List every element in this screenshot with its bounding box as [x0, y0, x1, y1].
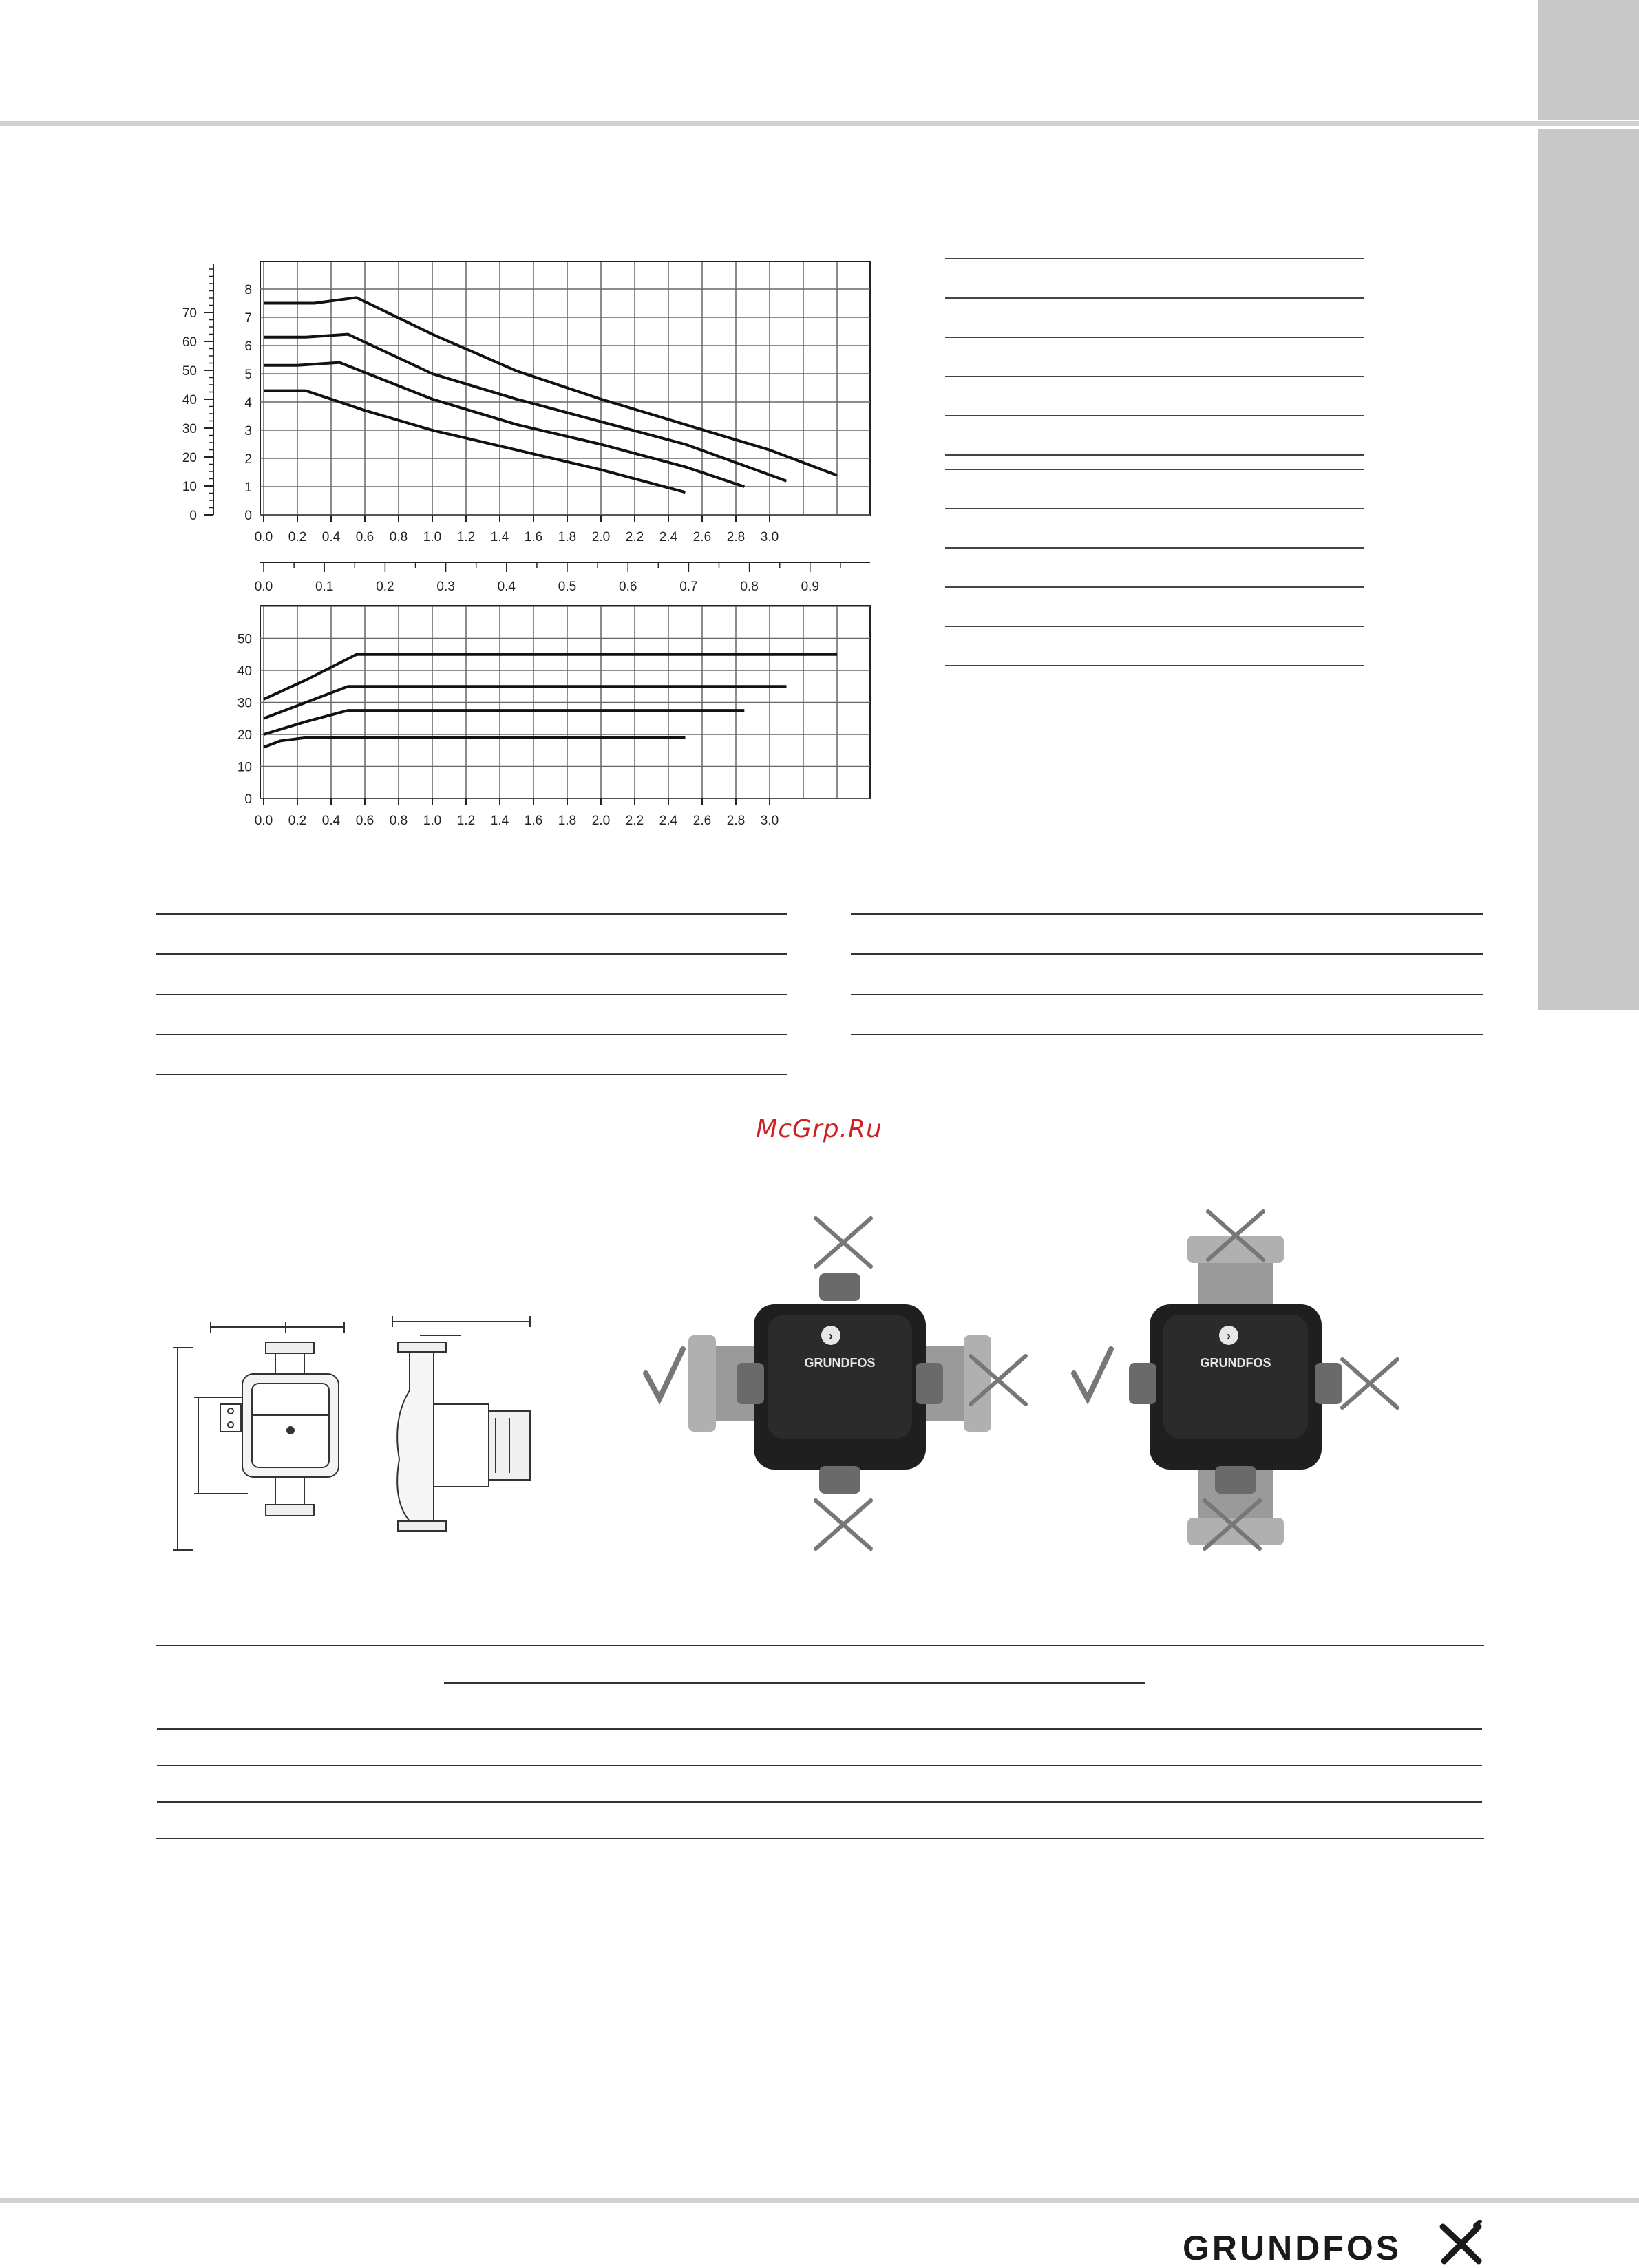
side-tab-section — [1538, 129, 1639, 1010]
table-rule — [851, 953, 1483, 955]
checkmark-icon — [1074, 1349, 1111, 1399]
table-rule — [444, 1682, 1145, 1684]
table-rule — [157, 1801, 1482, 1803]
pump-dimension-side-view — [372, 1308, 551, 1569]
x-tick-label: 0.8 — [389, 530, 408, 544]
pump-brand-label: GRUNDFOS — [1200, 1356, 1271, 1370]
outer-y-tick-label: 50 — [182, 364, 197, 379]
outer-y-tick-label: 0 — [189, 509, 197, 523]
x-tick-label: 3.0 — [760, 530, 779, 544]
table-rule — [945, 626, 1364, 627]
outer-y-tick-label: 40 — [182, 393, 197, 407]
x-tick-label: 1.0 — [423, 814, 442, 828]
series-line-power-1 — [264, 655, 837, 699]
installation-position-vertical — [1060, 1198, 1432, 1569]
table-rule — [851, 1034, 1483, 1035]
x-tick-label: 2.4 — [659, 530, 678, 544]
table-rule — [156, 994, 787, 995]
pump-brand-label: GRUNDFOS — [804, 1356, 876, 1370]
y-tick-label: 40 — [237, 664, 252, 679]
y-tick-label: 7 — [244, 311, 252, 326]
series-line-curve-1 — [264, 297, 837, 475]
table-rule — [851, 913, 1483, 915]
x-tick-label: 0.0 — [254, 530, 273, 544]
y-tick-label: 3 — [244, 424, 252, 438]
outer-y-tick-label: 20 — [182, 451, 197, 465]
series-line-power-4 — [264, 738, 686, 748]
cross-icon — [816, 1218, 871, 1267]
secondary-x-tick-label: 0.7 — [679, 580, 698, 594]
installation-position-horizontal — [633, 1198, 1046, 1569]
x-tick-label: 0.4 — [321, 814, 341, 828]
x-tick-label: 0.4 — [321, 530, 341, 544]
series-line-curve-3 — [264, 363, 744, 487]
table-rule — [945, 337, 1364, 338]
y-tick-label: 2 — [244, 452, 252, 467]
secondary-x-tick-label: 0.4 — [497, 580, 516, 594]
table-rule — [851, 994, 1483, 995]
x-tick-label: 0.0 — [254, 814, 273, 828]
table-rule — [945, 547, 1364, 549]
watermark: McGrp.Ru — [756, 1115, 882, 1143]
outer-y-tick-label: 10 — [182, 480, 197, 494]
y-tick-label: 10 — [237, 760, 252, 775]
table-rule — [156, 1645, 1484, 1646]
table-rule — [945, 665, 1364, 666]
secondary-x-tick-label: 0.6 — [618, 580, 637, 594]
x-tick-label: 2.6 — [692, 530, 712, 544]
y-tick-label: 6 — [244, 339, 252, 354]
x-tick-label: 2.6 — [692, 814, 712, 828]
x-tick-label: 2.0 — [591, 814, 611, 828]
secondary-x-tick-label: 0.2 — [376, 580, 394, 594]
table-rule — [945, 586, 1364, 588]
table-rule — [156, 1074, 787, 1075]
head-flow-chart — [182, 262, 870, 544]
x-tick-label: 1.8 — [558, 530, 577, 544]
x-tick-label: 2.2 — [625, 530, 644, 544]
secondary-x-tick-label: 0.1 — [315, 580, 334, 594]
table-rule — [156, 1034, 787, 1035]
x-tick-label: 0.6 — [355, 530, 374, 544]
connector-top — [819, 1273, 860, 1301]
x-tick-label: 2.2 — [625, 814, 644, 828]
brand-logo-text: GRUNDFOS — [1183, 2229, 1402, 2267]
cross-icon — [816, 1501, 871, 1549]
x-tick-label: 2.8 — [726, 814, 746, 828]
outer-y-tick-label: 70 — [182, 306, 197, 321]
pump-dimension-front-view — [165, 1308, 358, 1569]
series-line-curve-2 — [264, 335, 787, 481]
x-tick-label: 1.4 — [490, 530, 509, 544]
x-tick-label: 0.2 — [288, 814, 307, 828]
side-tab-top — [1538, 0, 1639, 120]
table-rule — [157, 1728, 1482, 1730]
table-rule — [156, 913, 787, 915]
y-tick-label: 0 — [244, 792, 252, 807]
outer-y-tick-label: 30 — [182, 422, 197, 436]
table-rule — [945, 469, 1364, 470]
chevron-right-icon: › — [829, 1329, 833, 1343]
x-tick-label: 2.8 — [726, 530, 746, 544]
x-tick-label: 0.8 — [389, 814, 408, 828]
x-tick-label: 1.4 — [490, 814, 509, 828]
x-tick-label: 1.6 — [524, 814, 543, 828]
y-tick-label: 1 — [244, 480, 252, 495]
x-tick-label: 1.0 — [423, 530, 442, 544]
power-flow-chart — [237, 606, 870, 828]
secondary-x-tick-label: 0.5 — [558, 580, 577, 594]
x-tick-label: 2.0 — [591, 530, 611, 544]
table-rule — [945, 297, 1364, 299]
grundfos-x-icon — [1437, 2220, 1485, 2268]
connector-left — [1129, 1363, 1156, 1404]
connector-right — [1315, 1363, 1342, 1404]
x-tick-label: 0.2 — [288, 530, 307, 544]
y-tick-label: 5 — [244, 368, 252, 382]
table-rule — [156, 953, 787, 955]
series-line-power-3 — [264, 710, 744, 734]
x-tick-label: 1.8 — [558, 814, 577, 828]
footer-divider — [0, 2198, 1639, 2203]
y-tick-label: 20 — [237, 728, 252, 743]
secondary-x-tick-label: 0.8 — [740, 580, 759, 594]
secondary-x-tick-label: 0.3 — [436, 580, 455, 594]
table-rule — [945, 415, 1364, 416]
secondary-x-tick-label: 0.0 — [254, 580, 273, 594]
checkmark-icon — [646, 1349, 683, 1399]
y-tick-label: 50 — [237, 632, 252, 647]
secondary-x-tick-label: 0.9 — [801, 580, 820, 594]
table-rule — [945, 454, 1364, 456]
secondary-flow-axis — [255, 562, 870, 594]
outer-y-tick-label: 60 — [182, 335, 197, 350]
x-tick-label: 3.0 — [760, 814, 779, 828]
x-tick-label: 1.2 — [456, 814, 476, 828]
connector-bottom — [1215, 1466, 1256, 1494]
y-tick-label: 0 — [244, 509, 252, 523]
x-tick-label: 1.6 — [524, 530, 543, 544]
x-tick-label: 1.2 — [456, 530, 476, 544]
table-rule — [156, 1838, 1484, 1839]
y-tick-label: 4 — [244, 396, 252, 410]
connector-right — [916, 1363, 943, 1404]
x-tick-label: 2.4 — [659, 814, 678, 828]
table-rule — [945, 376, 1364, 377]
x-tick-label: 0.6 — [355, 814, 374, 828]
table-rule — [157, 1765, 1482, 1766]
connector-left — [737, 1363, 764, 1404]
cross-icon — [1342, 1359, 1397, 1408]
y-tick-label: 8 — [244, 283, 252, 297]
performance-charts — [0, 0, 895, 854]
table-rule — [945, 508, 1364, 509]
connector-bottom — [819, 1466, 860, 1494]
chevron-right-icon: › — [1227, 1329, 1231, 1343]
y-tick-label: 30 — [237, 696, 252, 711]
table-rule — [945, 258, 1364, 259]
